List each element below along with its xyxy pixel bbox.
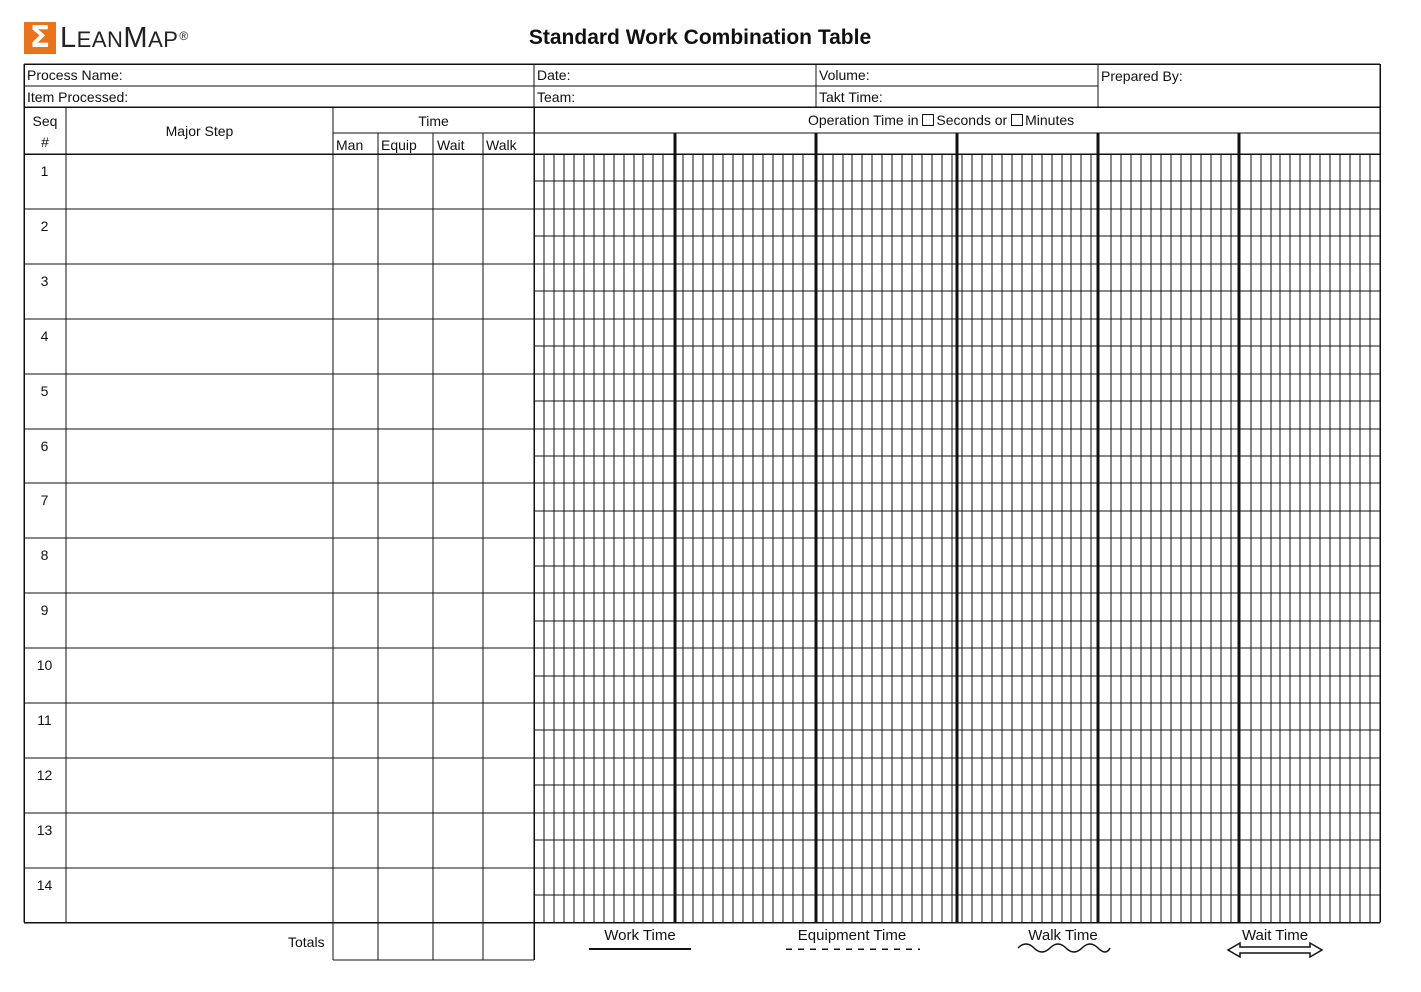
seq-number: 7 <box>40 492 49 508</box>
volume-field[interactable]: Volume: <box>819 67 870 83</box>
seq-number: 12 <box>36 767 53 783</box>
item-processed-field[interactable]: Item Processed: <box>27 89 129 105</box>
brand-letter: M <box>123 22 149 54</box>
seq-number: 2 <box>40 218 49 234</box>
wait-column-header: Wait <box>437 137 465 153</box>
takt-time-field[interactable]: Takt Time: <box>819 89 883 105</box>
prepared-by-field[interactable]: Prepared By: <box>1101 68 1183 84</box>
major-step-header: Major Step <box>165 123 234 139</box>
man-column-header: Man <box>336 137 364 153</box>
seconds-label: Seconds or <box>936 112 1008 128</box>
operation-time-header <box>808 112 1074 128</box>
seq-number: 5 <box>40 383 49 399</box>
seq-number-header: # <box>41 134 49 150</box>
seq-number: 11 <box>37 712 52 728</box>
wait-time-arrow-icon <box>1228 943 1322 957</box>
process-name-field[interactable]: Process Name: <box>27 67 123 83</box>
equipment-time-legend: Equipment Time <box>797 927 907 944</box>
seq-number: 13 <box>36 822 53 838</box>
minutes-checkbox[interactable] <box>1011 114 1023 126</box>
sigma-logo-icon: Σ <box>24 22 56 54</box>
walk-column-header: Walk <box>486 137 517 153</box>
equip-column-header: Equip <box>381 137 417 153</box>
walk-time-legend: Walk Time <box>1028 927 1098 944</box>
date-field[interactable]: Date: <box>537 67 571 83</box>
brand-letters: EAN <box>76 27 124 52</box>
wait-time-legend: Wait Time <box>1241 927 1309 944</box>
seq-number: 9 <box>40 602 49 618</box>
team-field[interactable]: Team: <box>537 89 576 105</box>
registered-mark: ® <box>179 29 189 43</box>
seq-number: 3 <box>40 273 49 289</box>
seq-number: 14 <box>36 877 53 893</box>
seq-header: Seq <box>32 113 58 129</box>
seq-number: 6 <box>40 438 49 454</box>
brand-letters: AP <box>148 27 179 52</box>
brand-letter: L <box>60 22 77 54</box>
seq-number: 8 <box>40 547 49 563</box>
seq-number: 4 <box>40 328 49 344</box>
seq-number: 10 <box>36 657 53 673</box>
time-header: Time <box>418 113 449 129</box>
document-title: Standard Work Combination Table <box>528 26 872 49</box>
work-time-legend: Work Time <box>604 927 676 944</box>
totals-label: Totals <box>288 934 325 950</box>
seq-number: 1 <box>40 163 49 179</box>
walk-time-wave-icon <box>1018 944 1110 952</box>
operation-time-label: Operation Time in <box>808 112 919 128</box>
minutes-label: Minutes <box>1025 112 1075 128</box>
seconds-checkbox[interactable] <box>922 114 934 126</box>
